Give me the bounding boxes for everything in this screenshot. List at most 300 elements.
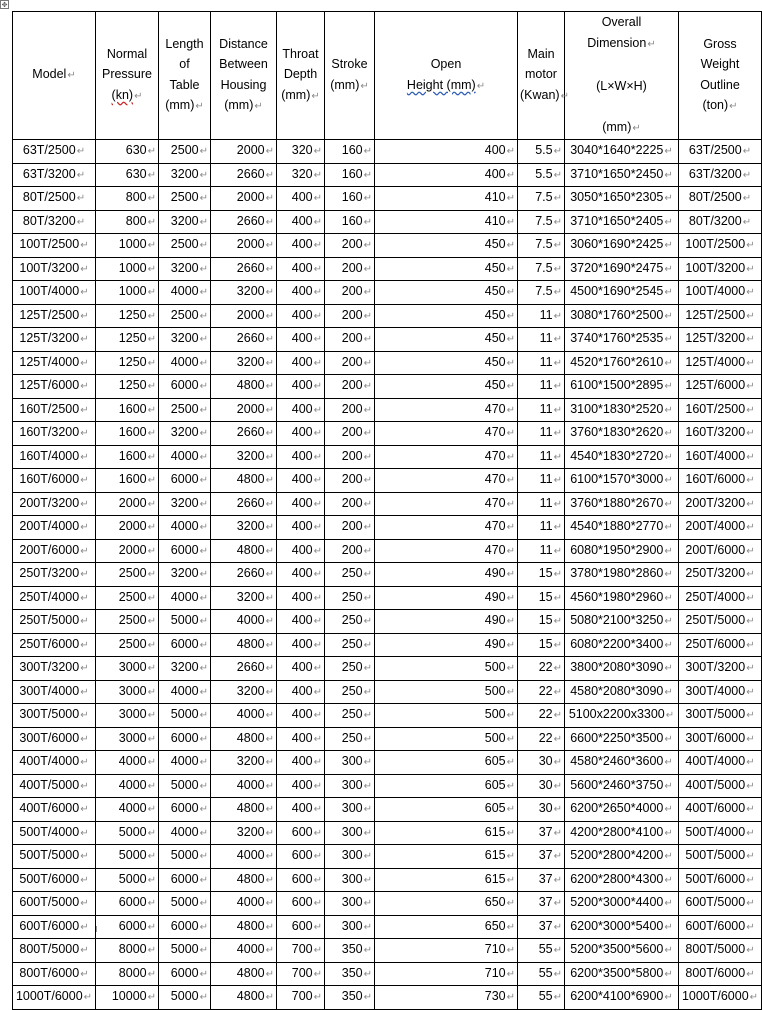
- paragraph-mark-icon: ↵: [363, 381, 372, 392]
- paragraph-mark-icon: ↵: [553, 827, 562, 839]
- cell-throat-depth: 400↵: [277, 445, 325, 469]
- paragraph-mark-icon: ↵: [363, 757, 372, 768]
- table-row: [13, 422, 762, 446]
- table-move-handle-icon[interactable]: ✥: [1, 2, 8, 9]
- cell-table-length: 2500↵: [159, 234, 211, 258]
- table-row: [13, 234, 762, 258]
- cell-gross-weight: 200T/4000↵: [679, 516, 762, 540]
- cell-housing-distance: 3200↵: [211, 516, 277, 540]
- paragraph-mark-icon: ↵: [313, 686, 322, 698]
- paragraph-mark-icon: ↵: [363, 686, 372, 698]
- table-row: [13, 704, 762, 728]
- cell-open-height: 710↵: [375, 962, 518, 986]
- paragraph-mark-icon: ↵: [746, 357, 755, 369]
- paragraph-mark-icon: ↵: [746, 545, 755, 557]
- paragraph-mark-icon: ↵: [664, 498, 673, 510]
- paragraph-mark-icon: ↵: [313, 639, 322, 651]
- paragraph-mark-icon: ↵: [265, 428, 274, 439]
- paragraph-mark-icon: ↵: [147, 146, 156, 157]
- cell-model: 200T/3200↵: [13, 492, 96, 516]
- column-header-normal-pressure: [96, 12, 159, 140]
- paragraph-mark-icon: ↵: [313, 898, 322, 909]
- cell-gross-weight: 80T/3200↵: [679, 210, 762, 234]
- cell-gross-weight: 400T/6000↵: [679, 798, 762, 822]
- cell-open-height: 450↵: [375, 351, 518, 375]
- paragraph-mark-icon: ↵: [363, 146, 372, 157]
- cell-model: 400T/5000↵: [13, 774, 96, 798]
- cell-table-length: 6000↵: [159, 375, 211, 399]
- header-line: motor: [525, 67, 557, 82]
- cell-overall-dimension: 6100*1570*3000↵: [565, 469, 679, 493]
- paragraph-mark-icon: ↵: [147, 827, 156, 839]
- cell-model: 63T/3200↵: [13, 163, 96, 187]
- cell-housing-distance: 3200↵: [211, 680, 277, 704]
- cell-main-motor: 11↵: [518, 375, 565, 399]
- cell-table-length: 6000↵: [159, 633, 211, 657]
- cell-overall-dimension: 6080*2200*3400↵: [565, 633, 679, 657]
- table-row: [13, 281, 762, 305]
- cell-stroke: 200↵: [325, 328, 375, 352]
- cell-table-length: 4000↵: [159, 516, 211, 540]
- cell-throat-depth: 700↵: [277, 962, 325, 986]
- cell-model: 160T/6000↵: [13, 469, 96, 493]
- cell-stroke: 200↵: [325, 398, 375, 422]
- paragraph-mark-icon: ↵: [553, 686, 562, 698]
- cell-open-height: 615↵: [375, 821, 518, 845]
- cell-overall-dimension: 3080*1760*2500↵: [565, 304, 679, 328]
- cell-gross-weight: 500T/5000↵: [679, 845, 762, 869]
- header-line: (Kwan)↵: [520, 87, 569, 102]
- paragraph-mark-icon: ↵: [265, 780, 274, 792]
- table-row: [13, 398, 762, 422]
- paragraph-mark-icon: ↵: [363, 216, 372, 228]
- paragraph-mark-icon: ↵: [199, 663, 208, 674]
- cell-stroke: 350↵: [325, 939, 375, 963]
- paragraph-mark-icon: ↵: [506, 216, 515, 228]
- cell-main-motor: 5.5↵: [518, 163, 565, 187]
- cell-stroke: 200↵: [325, 492, 375, 516]
- cell-main-motor: 15↵: [518, 633, 565, 657]
- paragraph-mark-icon: ↵: [664, 592, 673, 604]
- paragraph-mark-icon: ↵: [147, 498, 156, 510]
- paragraph-mark-icon: ↵: [147, 404, 156, 416]
- cell-table-length: 3200↵: [159, 492, 211, 516]
- paragraph-mark-icon: ↵: [553, 992, 562, 1003]
- cell-normal-pressure: 4000↵: [96, 798, 159, 822]
- cell-open-height: 450↵: [375, 375, 518, 399]
- paragraph-mark-icon: ↵: [746, 639, 755, 651]
- paragraph-mark-icon: ↵: [313, 663, 322, 674]
- cell-open-height: 410↵: [375, 210, 518, 234]
- paragraph-mark-icon: ↵: [553, 287, 562, 298]
- paragraph-mark-icon: ↵: [80, 804, 89, 815]
- paragraph-mark-icon: ↵: [147, 804, 156, 815]
- cell-main-motor: 5.5↵: [518, 140, 565, 164]
- table-row: [13, 680, 762, 704]
- cell-gross-weight: 200T/6000↵: [679, 539, 762, 563]
- cell-stroke: 200↵: [325, 375, 375, 399]
- paragraph-mark-icon: ↵: [313, 780, 322, 792]
- paragraph-mark-icon: ↵: [80, 945, 89, 956]
- cell-gross-weight: 160T/2500↵: [679, 398, 762, 422]
- cell-housing-distance: 4800↵: [211, 868, 277, 892]
- cell-overall-dimension: 3780*1980*2860↵: [565, 563, 679, 587]
- cell-gross-weight: 160T/3200↵: [679, 422, 762, 446]
- paragraph-mark-icon: ↵: [363, 827, 372, 839]
- paragraph-mark-icon: ↵: [199, 733, 208, 745]
- cell-overall-dimension: 5200*2800*4200↵: [565, 845, 679, 869]
- paragraph-mark-icon: ↵: [80, 428, 89, 439]
- cell-model: 300T/5000↵: [13, 704, 96, 728]
- cell-housing-distance: 4000↵: [211, 610, 277, 634]
- paragraph-mark-icon: ↵: [553, 381, 562, 392]
- cell-gross-weight: 125T/4000↵: [679, 351, 762, 375]
- cell-normal-pressure: 5000↵: [96, 868, 159, 892]
- cell-table-length: 5000↵: [159, 610, 211, 634]
- cell-gross-weight: 125T/6000↵: [679, 375, 762, 399]
- cell-table-length: 4000↵: [159, 445, 211, 469]
- header-line: (L×W×H): [596, 78, 647, 93]
- paragraph-mark-icon: ↵: [313, 710, 322, 721]
- paragraph-mark-icon: ↵: [506, 310, 515, 322]
- table-row: [13, 892, 762, 916]
- paragraph-mark-icon: ↵: [147, 851, 156, 862]
- table-row: [13, 351, 762, 375]
- table-row: [13, 751, 762, 775]
- cell-overall-dimension: 6200*4100*6900↵: [565, 986, 679, 1010]
- cell-open-height: 710↵: [375, 939, 518, 963]
- cell-normal-pressure: 1000↵: [96, 234, 159, 258]
- cell-stroke: 300↵: [325, 845, 375, 869]
- paragraph-mark-icon: ↵: [80, 569, 89, 580]
- paragraph-mark-icon: ↵: [746, 428, 755, 439]
- paragraph-mark-icon: ↵: [265, 475, 274, 486]
- paragraph-mark-icon: ↵: [147, 381, 156, 392]
- cell-throat-depth: 400↵: [277, 351, 325, 375]
- paragraph-mark-icon: ↵: [746, 381, 755, 392]
- paragraph-mark-icon: ↵: [506, 945, 515, 956]
- paragraph-mark-icon: ↵: [199, 522, 208, 533]
- cell-throat-depth: 600↵: [277, 868, 325, 892]
- paragraph-mark-icon: ↵: [506, 733, 515, 745]
- paragraph-mark-icon: ↵: [313, 169, 322, 181]
- paragraph-mark-icon: ↵: [313, 287, 322, 298]
- cell-stroke: 200↵: [325, 257, 375, 281]
- cell-normal-pressure: 1600↵: [96, 422, 159, 446]
- cell-housing-distance: 4000↵: [211, 939, 277, 963]
- paragraph-mark-icon: ↵: [476, 80, 486, 92]
- paragraph-mark-icon: ↵: [506, 639, 515, 651]
- cell-gross-weight: 160T/6000↵: [679, 469, 762, 493]
- paragraph-mark-icon: ↵: [664, 428, 673, 439]
- paragraph-mark-icon: ↵: [265, 757, 274, 768]
- cell-gross-weight: 80T/2500↵: [679, 187, 762, 211]
- cell-throat-depth: 400↵: [277, 633, 325, 657]
- paragraph-mark-icon: ↵: [506, 663, 515, 674]
- cell-gross-weight: 600T/6000↵: [679, 915, 762, 939]
- table-row: [13, 610, 762, 634]
- paragraph-mark-icon: ↵: [506, 851, 515, 862]
- paragraph-mark-icon: ↵: [199, 992, 208, 1003]
- table-row: [13, 939, 762, 963]
- paragraph-mark-icon: ↵: [147, 874, 156, 886]
- cell-table-length: 6000↵: [159, 798, 211, 822]
- cell-overall-dimension: 3050*1650*2305↵: [565, 187, 679, 211]
- header-line: [567, 55, 676, 76]
- paragraph-mark-icon: ↵: [80, 616, 89, 627]
- paragraph-mark-icon: ↵: [147, 992, 156, 1003]
- paragraph-mark-icon: ↵: [664, 804, 673, 815]
- paragraph-mark-icon: ↵: [147, 310, 156, 322]
- cell-stroke: 300↵: [325, 821, 375, 845]
- header-line: Table: [169, 77, 200, 92]
- cell-table-length: 4000↵: [159, 586, 211, 610]
- cell-model: 250T/3200↵: [13, 563, 96, 587]
- paragraph-mark-icon: ↵: [506, 287, 515, 298]
- paragraph-mark-icon: ↵: [80, 545, 89, 557]
- paragraph-mark-icon: ↵: [80, 263, 89, 275]
- cell-throat-depth: 400↵: [277, 704, 325, 728]
- paragraph-mark-icon: ↵: [80, 898, 89, 909]
- cell-table-length: 5000↵: [159, 774, 211, 798]
- paragraph-mark-icon: ↵: [195, 101, 204, 112]
- table-row: [13, 516, 762, 540]
- table-row: [13, 563, 762, 587]
- paragraph-mark-icon: ↵: [553, 522, 562, 533]
- cell-throat-depth: 400↵: [277, 234, 325, 258]
- table-row: [13, 210, 762, 234]
- cell-gross-weight: 300T/3200↵: [679, 657, 762, 681]
- cell-main-motor: 37↵: [518, 915, 565, 939]
- paragraph-mark-icon: ↵: [80, 498, 89, 510]
- paragraph-mark-icon: ↵: [199, 146, 208, 157]
- paragraph-mark-icon: ↵: [199, 545, 208, 557]
- paragraph-mark-icon: ↵: [147, 522, 156, 533]
- cell-throat-depth: 400↵: [277, 398, 325, 422]
- cell-open-height: 500↵: [375, 704, 518, 728]
- paragraph-mark-icon: ↵: [313, 592, 322, 604]
- paragraph-mark-icon: ↵: [363, 569, 372, 580]
- paragraph-mark-icon: ↵: [313, 216, 322, 228]
- table-row: [13, 375, 762, 399]
- paragraph-mark-icon: ↵: [665, 710, 675, 721]
- paragraph-mark-icon: ↵: [746, 498, 755, 510]
- table-row: [13, 140, 762, 164]
- paragraph-mark-icon: ↵: [506, 193, 515, 204]
- header-line: Depth: [283, 67, 318, 82]
- header-line: (mm)↵: [165, 98, 204, 112]
- paragraph-mark-icon: ↵: [199, 686, 208, 698]
- table-row: [13, 445, 762, 469]
- header-row: [13, 12, 762, 140]
- cell-housing-distance: 4000↵: [211, 845, 277, 869]
- paragraph-mark-icon: ↵: [313, 804, 322, 815]
- cell-open-height: 605↵: [375, 774, 518, 798]
- cell-open-height: 615↵: [375, 868, 518, 892]
- cell-main-motor: 55↵: [518, 939, 565, 963]
- paragraph-mark-icon: ↵: [553, 310, 562, 322]
- cell-stroke: 300↵: [325, 774, 375, 798]
- cell-model: 125T/6000↵: [13, 375, 96, 399]
- table-row: [13, 868, 762, 892]
- paragraph-mark-icon: ↵: [746, 569, 755, 580]
- paragraph-mark-icon: ↵: [76, 193, 86, 204]
- cell-housing-distance: 2000↵: [211, 234, 277, 258]
- cell-table-length: 3200↵: [159, 257, 211, 281]
- cell-housing-distance: 2000↵: [211, 187, 277, 211]
- paragraph-mark-icon: ↵: [553, 780, 562, 792]
- cell-open-height: 450↵: [375, 328, 518, 352]
- paragraph-mark-icon: ↵: [80, 827, 89, 839]
- cell-stroke: 160↵: [325, 210, 375, 234]
- cell-throat-depth: 400↵: [277, 492, 325, 516]
- cell-overall-dimension: 3760*1830*2620↵: [565, 422, 679, 446]
- cell-table-length: 6000↵: [159, 727, 211, 751]
- cell-throat-depth: 400↵: [277, 610, 325, 634]
- paragraph-mark-icon: ↵: [199, 780, 208, 792]
- cell-housing-distance: 4000↵: [211, 774, 277, 798]
- cell-overall-dimension: 4580*2080*3090↵: [565, 680, 679, 704]
- cell-table-length: 5000↵: [159, 845, 211, 869]
- cell-normal-pressure: 5000↵: [96, 845, 159, 869]
- cell-throat-depth: 400↵: [277, 516, 325, 540]
- paragraph-mark-icon: ↵: [664, 757, 673, 768]
- paragraph-mark-icon: ↵: [746, 945, 755, 956]
- cell-stroke: 300↵: [325, 751, 375, 775]
- cell-normal-pressure: 1000↵: [96, 281, 159, 305]
- paragraph-mark-icon: ↵: [363, 663, 372, 674]
- paragraph-mark-icon: ↵: [746, 827, 755, 839]
- cell-open-height: 490↵: [375, 610, 518, 634]
- paragraph-mark-icon: ↵: [199, 757, 208, 768]
- paragraph-mark-icon: ↵: [506, 710, 515, 721]
- cell-model: 160T/2500↵: [13, 398, 96, 422]
- paragraph-mark-icon: ↵: [553, 898, 562, 909]
- paragraph-mark-icon: ↵: [360, 80, 369, 92]
- cell-stroke: 160↵: [325, 163, 375, 187]
- cell-normal-pressure: 4000↵: [96, 751, 159, 775]
- table-row: [13, 962, 762, 986]
- cell-table-length: 2500↵: [159, 398, 211, 422]
- cell-stroke: 160↵: [325, 140, 375, 164]
- cell-table-length: 5000↵: [159, 986, 211, 1010]
- cell-housing-distance: 2660↵: [211, 257, 277, 281]
- paragraph-mark-icon: ↵: [506, 921, 515, 933]
- table-row: [13, 304, 762, 328]
- paragraph-mark-icon: ↵: [553, 804, 562, 815]
- cell-table-length: 5000↵: [159, 704, 211, 728]
- cell-gross-weight: 125T/2500↵: [679, 304, 762, 328]
- paragraph-mark-icon: ↵: [265, 357, 274, 369]
- paragraph-mark-icon: ↵: [506, 592, 515, 604]
- paragraph-mark-icon: ↵: [80, 639, 89, 651]
- cell-main-motor: 11↵: [518, 516, 565, 540]
- paragraph-mark-icon: ↵: [553, 475, 562, 486]
- paragraph-mark-icon: ↵: [553, 169, 562, 181]
- paragraph-mark-icon: ↵: [80, 968, 89, 980]
- header-line: Distance: [219, 36, 268, 51]
- cell-overall-dimension: 4560*1980*2960↵: [565, 586, 679, 610]
- paragraph-mark-icon: ↵: [746, 263, 755, 275]
- paragraph-mark-icon: ↵: [80, 663, 89, 674]
- cell-normal-pressure: 1250↵: [96, 351, 159, 375]
- cell-stroke: 200↵: [325, 304, 375, 328]
- cell-gross-weight: 800T/6000↵: [679, 962, 762, 986]
- paragraph-mark-icon: ↵: [553, 428, 562, 439]
- paragraph-mark-icon: ↵: [746, 898, 755, 909]
- paragraph-mark-icon: ↵: [746, 757, 755, 768]
- header-line: (mm)↵: [281, 87, 320, 102]
- header-line: (ton)↵: [702, 98, 738, 112]
- paragraph-mark-icon: ↵: [664, 404, 673, 416]
- paragraph-mark-icon: ↵: [199, 428, 208, 439]
- cell-main-motor: 11↵: [518, 445, 565, 469]
- cell-throat-depth: 400↵: [277, 469, 325, 493]
- paragraph-mark-icon: ↵: [265, 874, 274, 886]
- cell-housing-distance: 4800↵: [211, 539, 277, 563]
- paragraph-mark-icon: ↵: [80, 757, 89, 768]
- paragraph-mark-icon: ↵: [147, 968, 156, 980]
- cell-main-motor: 37↵: [518, 845, 565, 869]
- paragraph-mark-icon: ↵: [80, 310, 89, 322]
- column-header-gross-weight: [679, 12, 762, 140]
- paragraph-mark-icon: ↵: [265, 921, 274, 933]
- paragraph-mark-icon: ↵: [147, 334, 156, 345]
- cell-stroke: 250↵: [325, 586, 375, 610]
- paragraph-mark-icon: ↵: [363, 310, 372, 322]
- cell-main-motor: 15↵: [518, 563, 565, 587]
- paragraph-mark-icon: ↵: [553, 334, 562, 345]
- column-header-housing-distance: [211, 12, 277, 140]
- cell-normal-pressure: 1250↵: [96, 375, 159, 399]
- paragraph-mark-icon: ↵: [147, 428, 156, 439]
- cell-housing-distance: 2660↵: [211, 163, 277, 187]
- cell-overall-dimension: 3100*1830*2520↵: [565, 398, 679, 422]
- paragraph-mark-icon: ↵: [80, 686, 89, 698]
- header-line: (mm)↵: [224, 98, 263, 112]
- table-row: [13, 657, 762, 681]
- paragraph-mark-icon: ↵: [80, 287, 89, 298]
- paragraph-mark-icon: ↵: [199, 216, 208, 228]
- column-header-stroke: [325, 12, 375, 140]
- paragraph-mark-icon: ↵: [199, 381, 208, 392]
- cell-gross-weight: 300T/4000↵: [679, 680, 762, 704]
- paragraph-mark-icon: ↵: [265, 968, 274, 980]
- cell-normal-pressure: 1600↵: [96, 469, 159, 493]
- cell-throat-depth: 400↵: [277, 539, 325, 563]
- paragraph-mark-icon: ↵: [553, 592, 562, 604]
- paragraph-mark-icon: ↵: [147, 616, 156, 627]
- paragraph-mark-icon: ↵: [553, 616, 562, 627]
- header-line: Stroke: [331, 57, 368, 71]
- paragraph-mark-icon: ↵: [265, 569, 274, 580]
- cell-stroke: 300↵: [325, 915, 375, 939]
- cell-table-length: 3200↵: [159, 163, 211, 187]
- cell-open-height: 500↵: [375, 657, 518, 681]
- paragraph-mark-icon: ↵: [313, 240, 322, 251]
- paragraph-mark-icon: ↵: [553, 639, 562, 651]
- paragraph-mark-icon: ↵: [553, 569, 562, 580]
- cell-table-length: 6000↵: [159, 469, 211, 493]
- paragraph-mark-icon: ↵: [265, 898, 274, 909]
- paragraph-mark-icon: ↵: [265, 733, 274, 745]
- paragraph-mark-icon: ↵: [553, 945, 562, 956]
- cell-stroke: 200↵: [325, 445, 375, 469]
- paragraph-mark-icon: ↵: [363, 522, 372, 533]
- cell-main-motor: 30↵: [518, 751, 565, 775]
- cell-table-length: 6000↵: [159, 539, 211, 563]
- cell-overall-dimension: 3040*1640*2225↵: [565, 140, 679, 164]
